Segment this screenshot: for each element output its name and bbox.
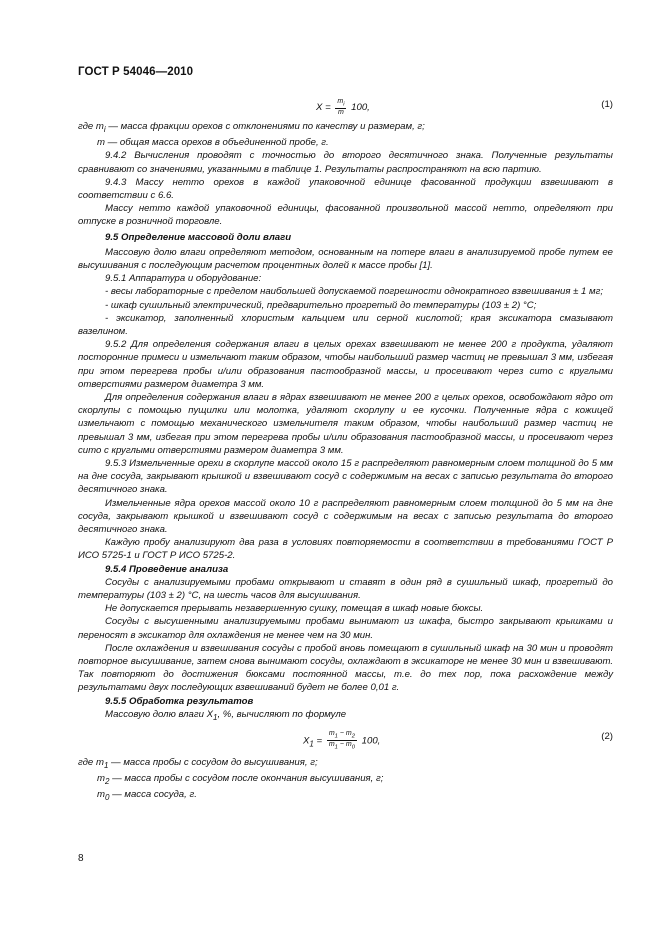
para-9-5-5: Массовую долю влаги $X_1$, %, вычисляют по формуле (105, 708, 347, 722)
where-2-line-3: $m_0$ — масса сосуда, г. (97, 789, 197, 803)
where-2-line-2: $m_2$ — масса пробы с сосудом после окончания высушивания, г; (97, 773, 384, 786)
heading-9-5: 9.5 Определение массовой доли влаги (105, 231, 292, 243)
where-2-line-1: где $m_1$ — масса пробы с сосудом до высушивания, г; (78, 756, 318, 770)
where-1-line-1: где $m_i$ — масса фракции орехов с отклонениями по качеству и размерам, г; (78, 121, 425, 134)
heading-9-5-5: 9.5.5 Обработка результатов (105, 695, 254, 707)
formula-1-expression: X = $\frac{m_i}{m}$ 100, (316, 98, 370, 117)
formula-2-number: (2) (601, 730, 613, 742)
para-9-5-2-b: Для определения содержания влаги в ядрах взвешивают не менее 200 г целых орехов, освобождают ядро от скорлупы с помощью пущилки или молотка, удаляют скорлупу и ее кусочки. Полученные ядра с кожицей измельчают с помощью механического измельчителя таким образом, чтобы наибольший размер частиц не превышал 3 мм, избегая при этом перегрева пробы и/или образования пастообразной массы, и просеивают через сито с круглыми отверстиями размером диаметра 3 мм. (78, 391, 613, 456)
formula-1-fraction: $\frac{m_i}{m}$ (337, 98, 345, 117)
list-item-equipment-3: - эксикатор, заполненный хлористым кальцием или серной кислотой; края эксикатора смазывают вазелином. (78, 312, 613, 337)
para-9-5: Массовую долю влаги определяют методом, основанным на потере влаги в анализируемой пробе путем ее высушивания с последующим расчетом процентных долей к массе пробы [1]. (78, 246, 613, 271)
document-header: ГОСТ Р 54046—2010 (78, 66, 194, 78)
para-9-5-1: 9.5.1 Аппаратура и оборудование: (105, 273, 262, 285)
para-9-5-4-d: После охлаждения и взвешивания сосуды с пробой вновь помещают в сушильный шкаф на 30 мин и проводят повторное высушивание, затем снова вынимают сосуды, охлаждают в эксикаторе не менее 30 мин и взвешивают. Так повторяют до достижения бюксами постоянной массы, т.е. до тех пор, пока расхождение между результатами двух последующих взвешиваний будет не более 0,01 г. (78, 642, 613, 694)
formula-2-fraction: $\frac{m_1 - m_2}{m_1 - m_0}$ (328, 729, 355, 751)
para-9-4-3-b: Массу нетто каждой упаковочной единицы, фасованной произвольной массой нетто, определяют при отпуске в розничной торговле. (78, 203, 613, 228)
para-9-4-3: 9.4.3 Массу нетто орехов в каждой упаковочной единице фасованной продукции взвешивают в соответствии с 6.6. (78, 176, 613, 201)
heading-9-5-4: 9.5.4 Проведение анализа (105, 563, 229, 575)
formula-1 (78, 92, 613, 120)
para-9-4-2: 9.4.2 Вычисления проводят с точностью до второго десятичного знака. Полученные результаты сравнивают со значениями, указанными в таблице 1. Результаты распространяют на всю партию. (78, 150, 613, 175)
formula-2-expression: $X_1$ = $\frac{m_1 - m_2}{m_1 - m_0}$ 100, (303, 729, 381, 751)
list-item-equipment-2: - шкаф сушильный электрический, предварительно прогретый до температуры (103 ± 2) °С; (105, 299, 537, 311)
para-9-5-2-a: 9.5.2 Для определения содержания влаги в целых орехах взвешивают не менее 200 г продукта, удаляют посторонние примеси и измельчают таким образом, чтобы наибольший размер частиц не превышал 3 мм, избегая при этом перегрева пробы и/или образования пастообразной массы, и просеивают через сито с круглыми отверстиями размером диаметра 3 мм. (78, 339, 613, 390)
para-9-5-4-b: Не допускается прерывать незавершенную сушку, помещая в шкаф новые бюксы. (105, 603, 484, 615)
document-body (78, 92, 613, 804)
formula-2 (78, 724, 613, 756)
list-item-equipment-1: - весы лабораторные с пределом наибольшей допускаемой погрешности однократного взвешивания ± 1 мг; (105, 286, 604, 298)
formula-1-number: (1) (601, 99, 613, 110)
para-9-5-4-a: Сосуды с анализируемыми пробами открывают и ставят в один ряд в сушильный шкаф, прогретый до температуры (103 ± 2) °С, на шесть часов для высушивания. (78, 576, 613, 602)
para-9-5-3-b: Измельченные ядра орехов массой около 10 г распределяют равномерным слоем толщиной до 5 мм на дне сосуда, закрывают крышкой и взвешивают сосуд с содержимым на весах с записью результата до второго десятичного знака. (78, 497, 613, 535)
para-9-5-3-c: Каждую пробу анализируют два раза в условиях повторяемости в соответствии в требованиями ГОСТ Р ИСО 5725-1 и ГОСТ Р ИСО 5725-2. (78, 537, 613, 562)
para-9-5-4-c: Сосуды с высушенными анализируемыми пробами вынимают из шкафа, быстро закрывают крышками и переносят в эксикатор для охлаждения не менее чем на 30 мин. (78, 616, 613, 641)
para-9-5-3-a: 9.5.3 Измельченные орехи в скорлупе массой около 15 г распределяют равномерным слоем толщиной до 5 мм на дне сосуда, закрывают крышкой и взвешивают сосуд с содержимым на весах с записью результата до второго десятичного знака. (78, 457, 613, 496)
page-number: 8 (78, 853, 84, 864)
where-1-line-2: m — общая масса орехов в объединенной пробе, г. (97, 137, 329, 149)
